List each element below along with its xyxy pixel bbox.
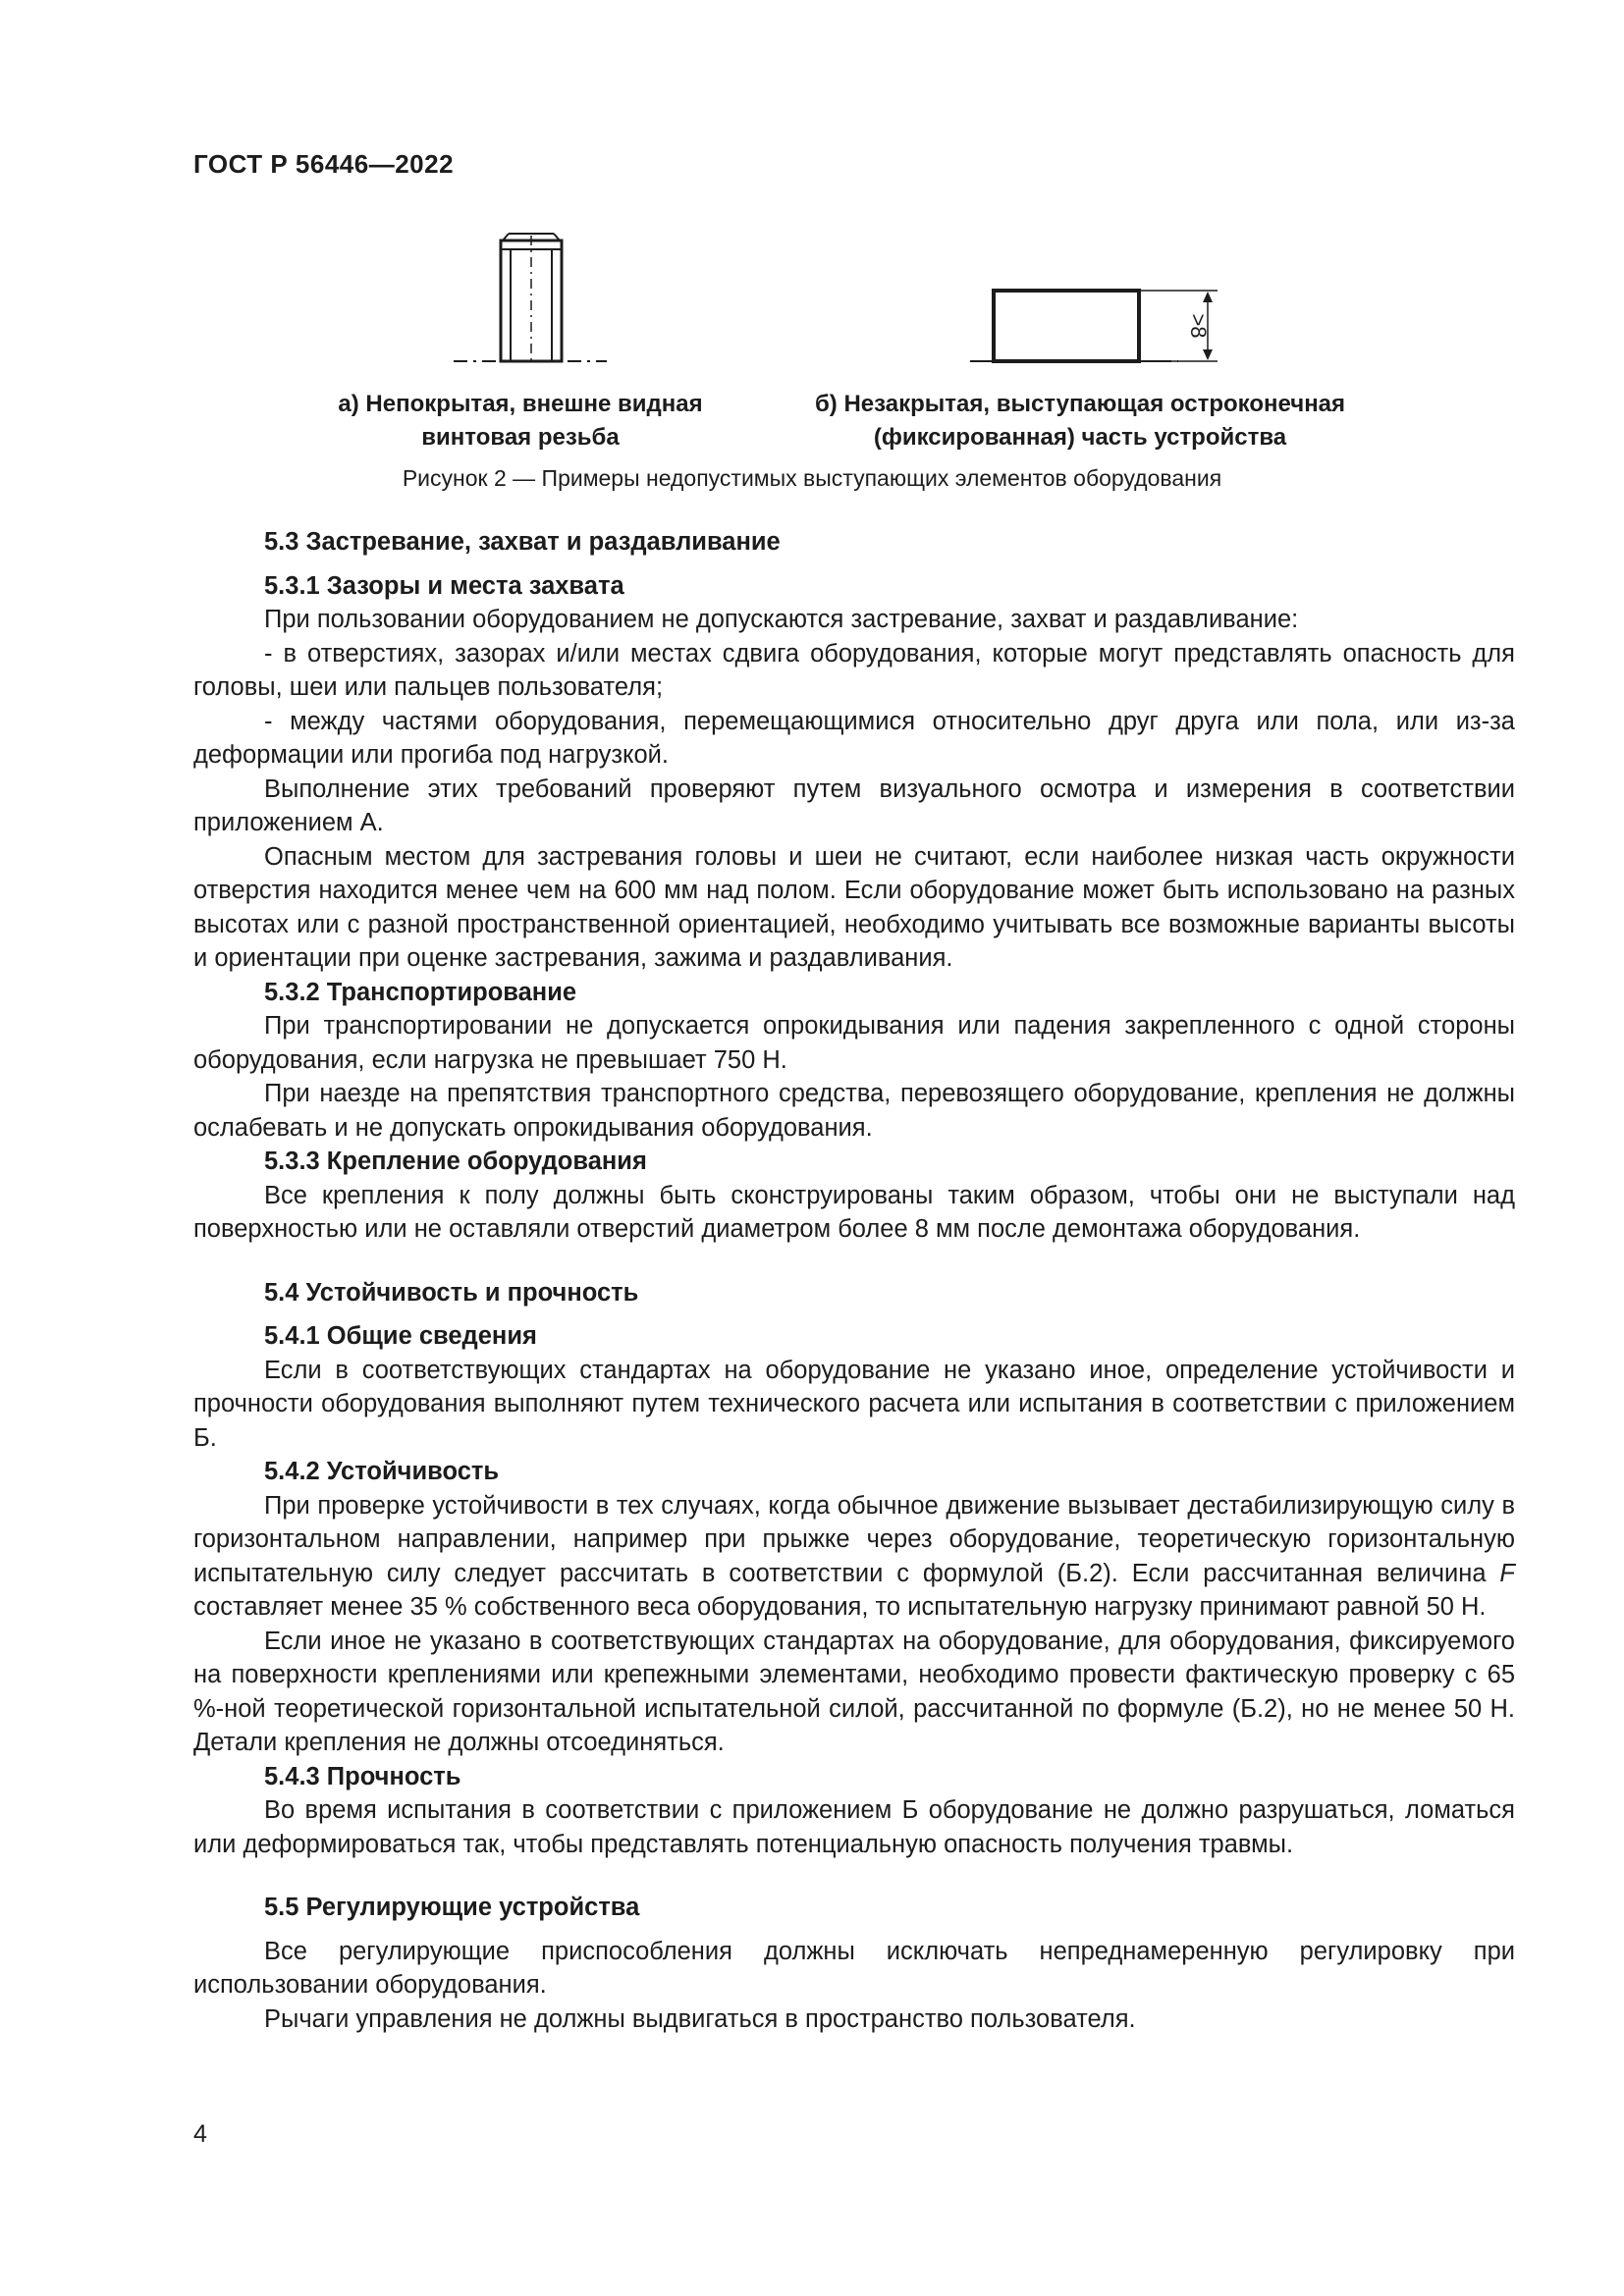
figure-label-b: б) Незакрытая, выступающая остроконечная (фиксированная) часть устройства [814, 391, 1346, 451]
paragraph: Рычаги управления не должны выдвигаться в пространство пользователя. [264, 2004, 1136, 2033]
section-5-3-1-heading: 5.3.1 Зазоры и места захвата [264, 571, 624, 600]
paragraph: Все крепления к полу должны быть сконструированы таким образом, чтобы они не выступали над поверхностью или не оставляли отверстий диаметром более 8 мм после демонтажа оборудования. [193, 1181, 1515, 1243]
paragraph: При проверке устойчивости в тех случаях, когда обычное движение вызывает дестабилизирующую силу в горизонтальном направлении, например при прыжке через оборудование, теоретическую горизонтальную испытательную силу следует рассчитать в соответствии с формулой (Б.2). Если рассчитанная величина F составляет менее 35 % собственного веса оборудования, то испытательную нагрузку принимают равной 50 Н. [193, 1491, 1515, 1621]
figure-caption: Рисунок 2 — Примеры недопустимых выступающих элементов оборудования [402, 465, 1222, 491]
dimension-label: >8 [1186, 313, 1211, 339]
document-body [193, 525, 1515, 2036]
document-header: ГОСТ Р 56446—2022 [193, 149, 455, 179]
screw-thread-drawing [454, 234, 607, 361]
section-5-3-3-heading: 5.3.3 Крепление оборудования [264, 1148, 647, 1175]
section-5-3-2-heading: 5.3.2 Транспортирование [264, 978, 577, 1006]
paragraph: Опасным местом для застревания головы и шеи не считают, если наиболее низкая часть окружности отверстия находится менее чем на 600 мм над полом. Если оборудование может быть использовано на разных высотах или с разной пространственной ориентацией, необходимо учитывать все возможные варианты высоты и ориентации при оценке застревания, зажима и раздавливания. [193, 842, 1515, 972]
protruding-part-drawing [970, 291, 1218, 361]
paragraph: При пользовании оборудованием не допускаются застревание, захват и раздавливание: [264, 606, 1299, 633]
section-5-5-heading: 5.5 Регулирующие устройства [264, 1894, 640, 1921]
section-5-4-2-heading: 5.4.2 Устойчивость [264, 1458, 500, 1485]
paragraph: Если иное не указано в соответствующих стандартах на оборудование, для оборудования, фиксируемого на поверхности креплениями или крепежными элементами, необходимо провести фактическую проверку с 65 %-ной теоретической горизонтальной испытательной силой, рассчитанной по формуле (Б.2), но не менее 50 Н. Детали крепления не должны отсоединяться. [193, 1627, 1515, 1756]
list-item: - в отверстиях, зазорах и/или местах сдвига оборудования, которые могут представлять опасность для головы, шеи или пальцев пользователя; [193, 639, 1515, 701]
section-5-3-heading: 5.3 Застревание, захват и раздавливание [264, 528, 781, 556]
paragraph: Во время испытания в соответствии с приложением Б оборудование не должно разрушаться, ломаться или деформироваться так, чтобы представлять потенциальную опасность получения травмы. [193, 1796, 1515, 1858]
section-5-4-1-heading: 5.4.1 Общие сведения [264, 1322, 537, 1350]
section-5-4-3-heading: 5.4.3 Прочность [264, 1762, 461, 1790]
paragraph: Если в соответствующих стандартах на оборудование не указано иное, определение устойчивости и прочности оборудования выполняют путем технического расчета или испытания в соответствии с приложением Б. [193, 1356, 1515, 1452]
page-number: 4 [193, 2120, 207, 2148]
paragraph: При наезде на препятствия транспортного средства, перевозящего оборудование, крепления не должны ослабевать и не допускать опрокидывания оборудования. [193, 1080, 1515, 1142]
list-item: - между частями оборудования, перемещающимися относительно друг друга или пола, или из-за деформации или прогиба под нагрузкой. [193, 707, 1515, 769]
paragraph: При транспортировании не допускается опрокидывания или падения закрепленного с одной стороны оборудования, если нагрузка не превышает 750 Н. [193, 1012, 1515, 1074]
section-5-4-heading: 5.4 Устойчивость и прочность [264, 1278, 639, 1307]
variable-f: F [1499, 1559, 1515, 1587]
paragraph: Все регулирующие приспособления должны исключать непреднамеренную регулировку при использовании оборудования. [193, 1937, 1515, 1999]
figure-label-a: а) Непокрытая, внешне видная винтовая резьба [338, 391, 703, 451]
paragraph: Выполнение этих требований проверяют путем визуального осмотра и измерения в соответствии приложением А. [193, 774, 1515, 836]
figure-2-drawing [0, 226, 1624, 383]
